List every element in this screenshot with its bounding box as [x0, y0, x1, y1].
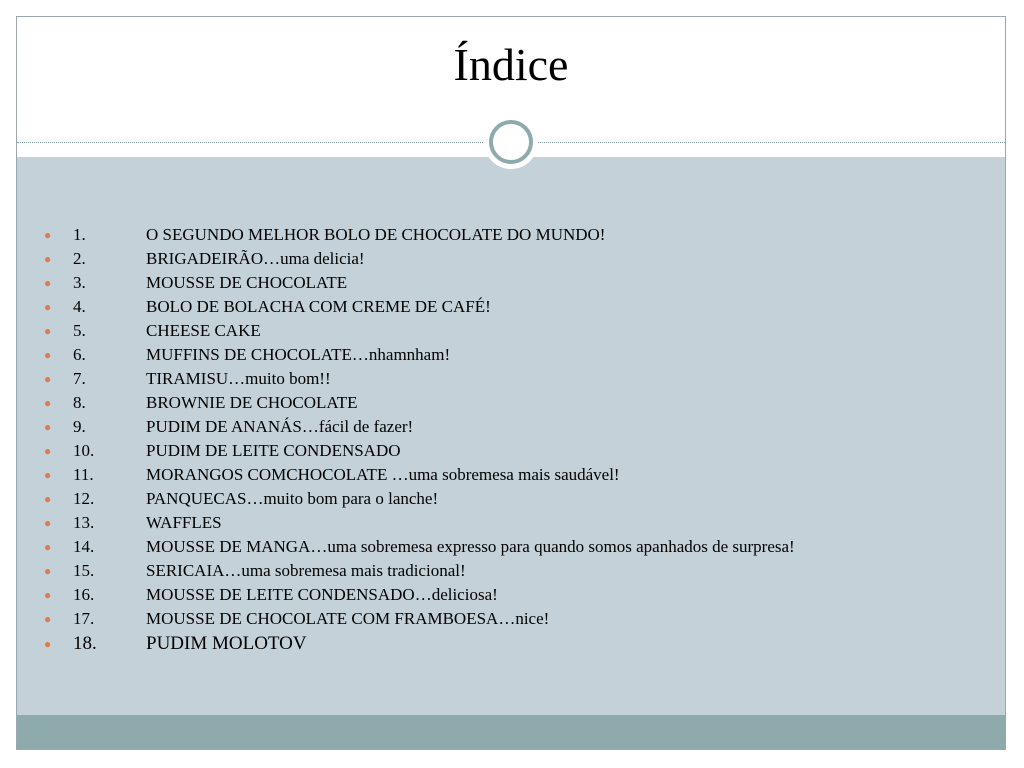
item-number: 2.	[73, 249, 86, 268]
list-item	[44, 319, 994, 343]
list-item	[44, 247, 994, 271]
list-item	[44, 343, 994, 367]
bullet-icon: ●	[44, 588, 52, 602]
bullet-icon: ●	[44, 276, 52, 290]
list-item	[44, 223, 994, 247]
item-text: MOUSSE DE MANGA…uma sobremesa expresso para quando somos apanhados de surpresa!	[146, 537, 795, 556]
item-text: CHEESE CAKE	[146, 321, 261, 340]
footer-band	[17, 715, 1005, 750]
list-item	[44, 367, 994, 391]
list-item	[44, 271, 994, 295]
item-number: 5.	[73, 321, 86, 340]
item-number: 7.	[73, 369, 86, 388]
bullet-icon: ●	[44, 300, 52, 314]
item-text: BOLO DE BOLACHA COM CREME DE CAFÉ!	[146, 297, 491, 316]
item-text: MUFFINS DE CHOCOLATE…nhamnham!	[146, 345, 451, 364]
list-item	[44, 535, 994, 559]
bullet-icon: ●	[44, 564, 52, 578]
item-text: SERICAIA…uma sobremesa mais tradicional!	[146, 561, 466, 580]
item-text: PUDIM MOLOTOV	[146, 633, 307, 654]
list-item	[44, 463, 994, 487]
bullet-icon: ●	[44, 637, 52, 651]
bullet-icon: ●	[44, 516, 52, 530]
bullet-icon: ●	[44, 468, 52, 482]
item-number: 11.	[73, 465, 94, 484]
bullet-icon: ●	[44, 396, 52, 410]
item-number: 4.	[73, 297, 86, 316]
item-text: WAFFLES	[146, 513, 222, 532]
list-item	[44, 415, 994, 439]
circle-ornament-ring	[489, 120, 533, 164]
bullet-icon: ●	[44, 540, 52, 554]
list-item	[44, 391, 994, 415]
item-number: 1.	[73, 225, 86, 244]
item-text: BRIGADEIRÃO…uma delicia!	[146, 249, 365, 268]
bullet-icon: ●	[44, 348, 52, 362]
item-text: MOUSSE DE CHOCOLATE COM FRAMBOESA…nice!	[146, 609, 550, 628]
bullet-icon: ●	[44, 444, 52, 458]
item-number: 8.	[73, 393, 86, 412]
item-text: BROWNIE DE CHOCOLATE	[146, 393, 358, 412]
bullet-icon: ●	[44, 252, 52, 266]
item-text: PANQUECAS…muito bom para o lanche!	[146, 489, 439, 508]
item-number: 6.	[73, 345, 86, 364]
slide-title: Índice	[453, 39, 569, 90]
bullet-icon: ●	[44, 228, 52, 242]
item-number: 16.	[73, 585, 95, 604]
bullet-icon: ●	[44, 324, 52, 338]
bullet-icon: ●	[44, 492, 52, 506]
slide	[16, 16, 1006, 750]
list-item	[44, 559, 994, 583]
list-item	[44, 439, 994, 463]
item-text: O SEGUNDO MELHOR BOLO DE CHOCOLATE DO MUNDO!	[146, 225, 606, 244]
list-item	[44, 583, 994, 607]
item-text: PUDIM DE LEITE CONDENSADO	[146, 441, 401, 460]
bullet-icon: ●	[44, 420, 52, 434]
item-text: PUDIM DE ANANÁS…fácil de fazer!	[146, 417, 414, 436]
list-item	[44, 487, 994, 511]
bullet-icon: ●	[44, 372, 52, 386]
index-list	[44, 223, 994, 657]
bullet-icon: ●	[44, 612, 52, 626]
item-number: 17.	[73, 609, 95, 628]
item-number: 12.	[73, 489, 95, 508]
item-text: MOUSSE DE CHOCOLATE	[146, 273, 348, 292]
item-text: TIRAMISU…muito bom!!	[146, 369, 331, 388]
item-number: 15.	[73, 561, 95, 580]
item-number: 14.	[73, 537, 95, 556]
item-number: 13.	[73, 513, 95, 532]
item-number: 10.	[73, 441, 95, 460]
list-item	[44, 631, 994, 657]
item-number: 3.	[73, 273, 86, 292]
list-item	[44, 295, 994, 319]
list-item	[44, 607, 994, 631]
item-number: 9.	[73, 417, 86, 436]
item-text: MOUSSE DE LEITE CONDENSADO…deliciosa!	[146, 585, 498, 604]
list-item	[44, 511, 994, 535]
item-text: MORANGOS COMCHOCOLATE …uma sobremesa mais saudável!	[146, 465, 620, 484]
item-number: 18.	[73, 633, 97, 654]
